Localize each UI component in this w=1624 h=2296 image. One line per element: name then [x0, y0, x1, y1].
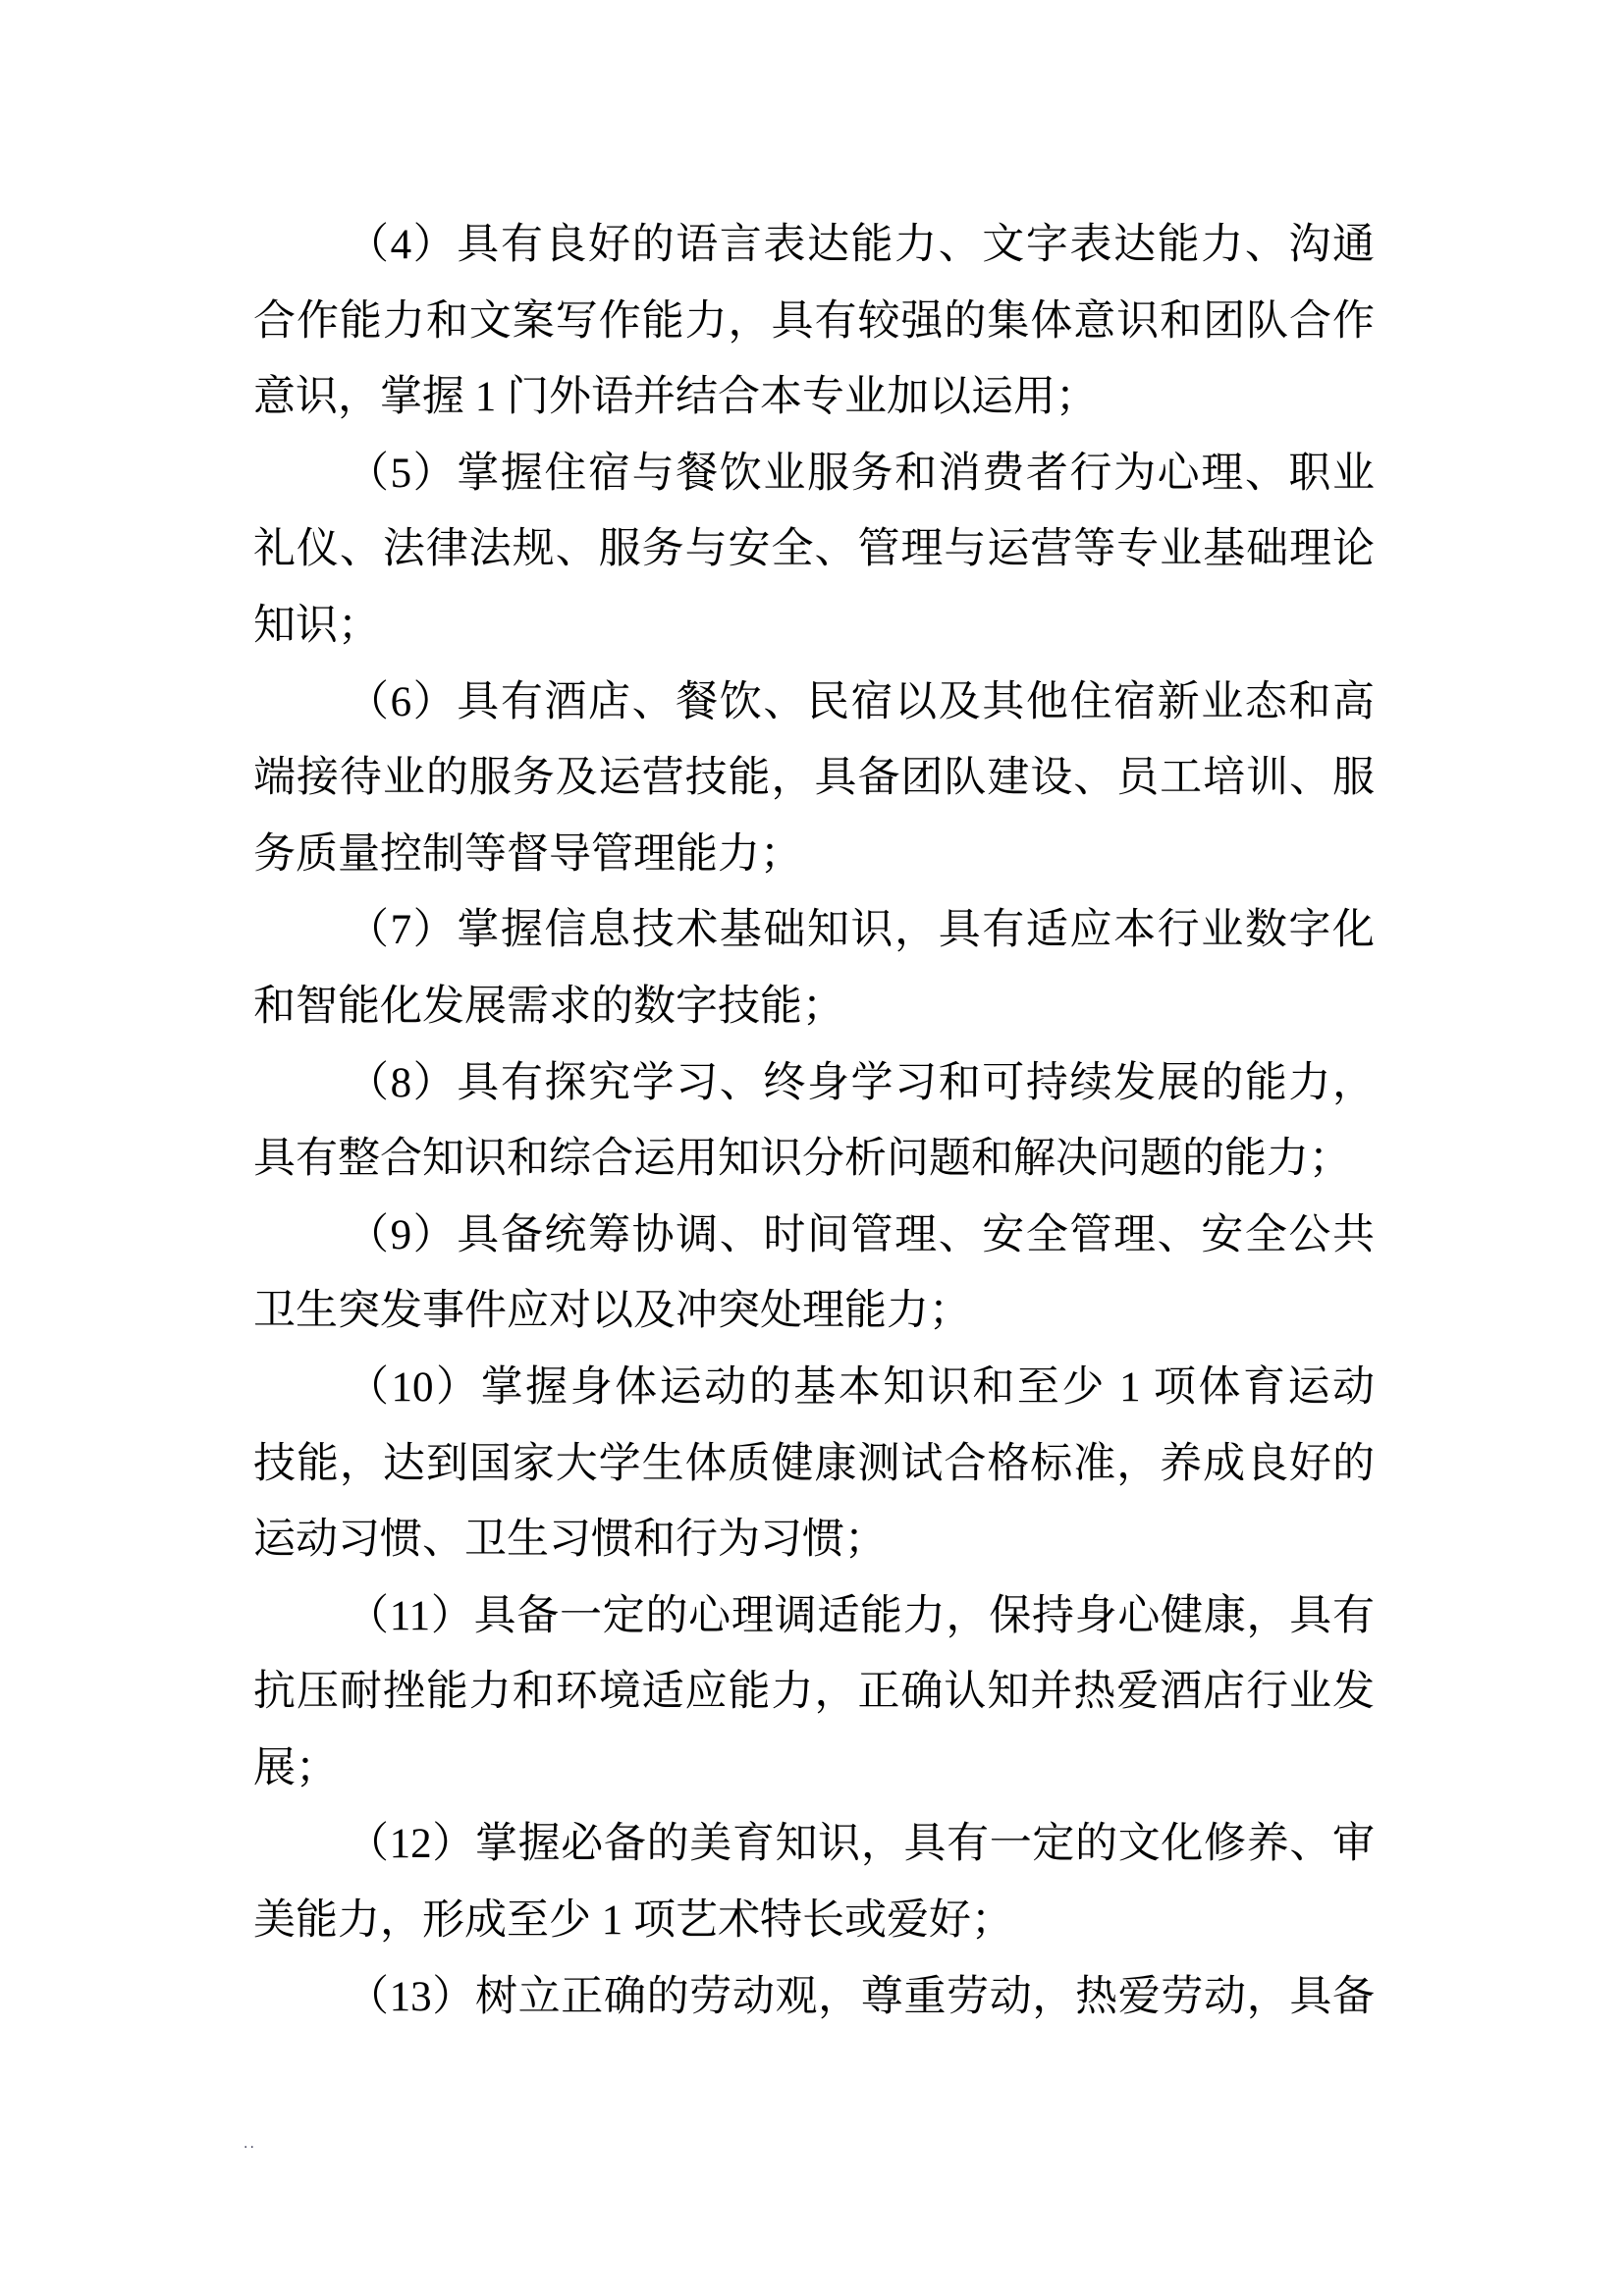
text-line: （8）具有探究学习、终身学习和可持续发展的能力， — [347, 1059, 1375, 1106]
text-line: 端接待业的服务及运营技能，具备团队建设、员工培训、服 — [253, 755, 1375, 802]
text-line: 知识； — [253, 602, 380, 649]
text-line: （10）掌握身体运动的基本知识和至少 1 项体育运动 — [347, 1363, 1375, 1411]
text-line: 抗压耐挫能力和环境适应能力，正确认知并热爱酒店行业发 — [253, 1669, 1375, 1716]
text-line: 具有整合知识和综合运用知识分析问题和解决问题的能力； — [253, 1136, 1351, 1183]
text-line: （4）具有良好的语言表达能力、文字表达能力、沟通 — [347, 222, 1375, 268]
text-line: 展； — [253, 1744, 338, 1791]
text-line: （6）具有酒店、餐饮、民宿以及其他住宿新业态和高 — [347, 678, 1375, 725]
text-line: 卫生突发事件应对以及冲突处理能力； — [253, 1288, 971, 1335]
text-line: （11）具备一定的心理调适能力，保持身心健康，具有 — [347, 1592, 1375, 1639]
text-line: 美能力，形成至少 1 项艺术特长或爱好； — [253, 1897, 1013, 1945]
text-line: 务质量控制等督导管理能力； — [253, 830, 802, 878]
text-line: （7）掌握信息技术基础知识，具有适应本行业数字化 — [347, 907, 1375, 954]
text-line: 运动习惯、卫生习惯和行为习惯； — [253, 1517, 887, 1564]
text-line: 礼仪、法律法规、服务与安全、管理与运营等专业基础理论 — [253, 526, 1375, 573]
text-line: 意识，掌握 1 门外语并结合本专业加以运用； — [253, 374, 1098, 421]
text-line: （12）掌握必备的美育知识，具有一定的文化修养、审 — [347, 1821, 1375, 1868]
text-line: 和智能化发展需求的数字技能； — [253, 983, 844, 1030]
text-block — [253, 207, 1375, 2035]
page-artifact-dots: ·· — [244, 2140, 256, 2156]
text-line: （13）树立正确的劳动观，尊重劳动，热爱劳动，具备 — [347, 1973, 1375, 2020]
text-line: 技能，达到国家大学生体质健康测试合格标准，养成良好的 — [253, 1440, 1375, 1487]
text-line: （5）掌握住宿与餐饮业服务和消费者行为心理、职业 — [347, 450, 1375, 497]
text-line: （9）具备统筹协调、时间管理、安全管理、安全公共 — [347, 1211, 1375, 1258]
text-line: 合作能力和文案写作能力，具有较强的集体意识和团队合作 — [253, 297, 1375, 345]
